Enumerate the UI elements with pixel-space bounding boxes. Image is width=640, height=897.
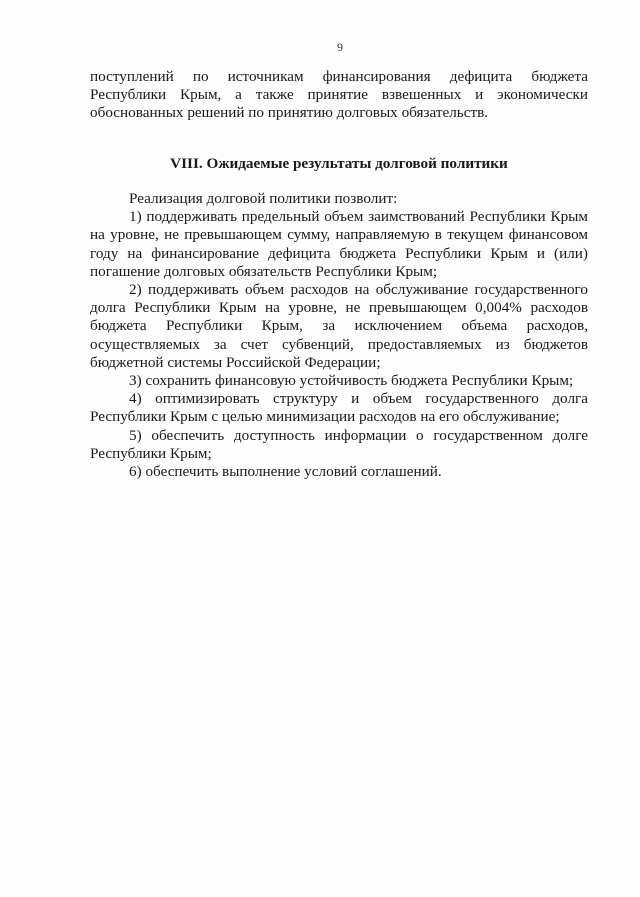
result-item-2: 2) поддерживать объем расходов на обслуживание государственного долга Республики Крым на уровне, не превышающем 0,004% расходов бюджета Республики Крым, за исключением объема расходов, осуществляемых за счет субвенций, предоставляемых из бюджетов бюджетной системы Российской Федерации;: [90, 281, 588, 371]
intro-section: [90, 68, 588, 123]
results-section: [90, 190, 588, 481]
result-item-1: 1) поддерживать предельный объем заимствований Республики Крым на уровне, не превышающем сумму, направляемую в текущем финансовом году на финансирование дефицита бюджета Республики Крым и (или) погашение долговых обязательств Республики Крым;: [90, 208, 588, 280]
result-item-6: 6) обеспечить выполнение условий соглашений.: [129, 463, 442, 481]
result-item-5: 5) обеспечить доступность информации о государственном долге Республики Крым;: [90, 426, 588, 462]
section-heading: VIII. Ожидаемые результаты долговой политики: [170, 155, 508, 172]
intro-paragraph: поступлений по источникам финансирования дефицита бюджета Республики Крым, а также принятие взвешенных и экономически обоснованных решений по принятию долговых обязательств.: [90, 68, 588, 122]
result-item-4: 4) оптимизировать структуру и объем государственного долга Республики Крым с целью минимизации расходов на его обслуживание;: [90, 390, 588, 426]
lead-in-paragraph: Реализация долговой политики позволит:: [129, 190, 398, 207]
result-item-3: 3) сохранить финансовую устойчивость бюджета Республики Крым;: [129, 372, 574, 390]
page-number: 9: [337, 40, 343, 54]
